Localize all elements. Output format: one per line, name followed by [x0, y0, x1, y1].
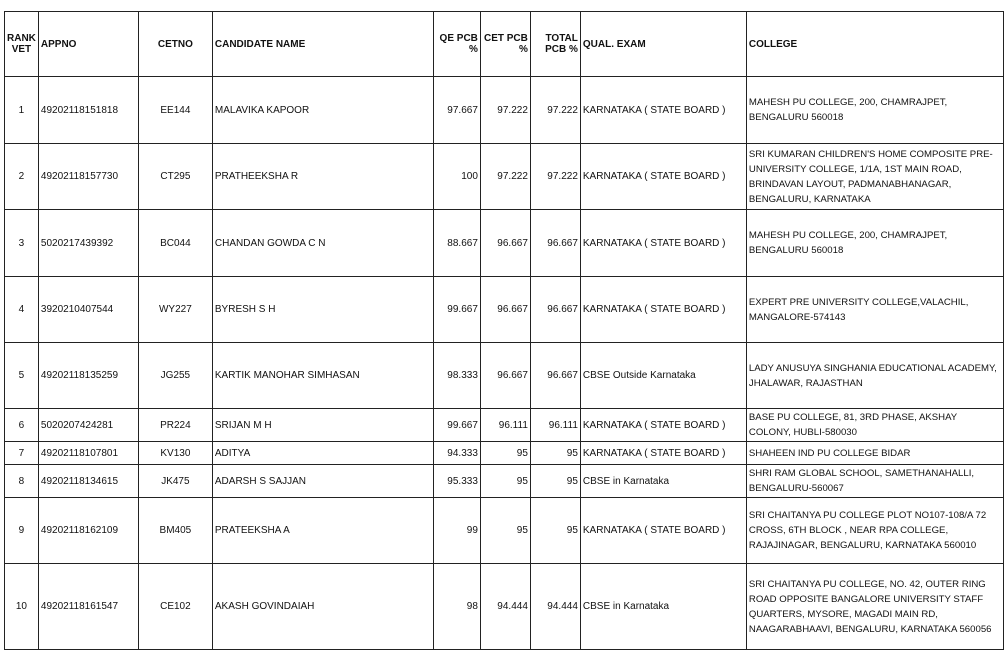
cell-appno: 5020217439392 [38, 210, 138, 277]
cell-total-pcb: 97.222 [530, 77, 580, 144]
cell-cetno: BC044 [138, 210, 212, 277]
table-row [5, 144, 1004, 210]
cell-rank: 2 [5, 144, 39, 210]
header-candidate-name: CANDIDATE NAME [212, 12, 433, 77]
cell-candidate-name: SRIJAN M H [212, 409, 433, 442]
merit-list-table [4, 11, 1004, 650]
cell-qual-exam: CBSE in Karnataka [580, 465, 746, 498]
cell-cet-pcb: 96.667 [480, 343, 530, 409]
header-qual-exam: QUAL. EXAM [580, 12, 746, 77]
cell-qe-pcb: 100 [433, 144, 480, 210]
cell-cetno: EE144 [138, 77, 212, 144]
table-row [5, 77, 1004, 144]
cell-appno: 49202118161547 [38, 564, 138, 650]
cell-qual-exam: KARNATAKA ( STATE BOARD ) [580, 498, 746, 564]
cell-college: SRI CHAITANYA PU COLLEGE PLOT NO107-108/A 72 CROSS, 6TH BLOCK , NEAR RPA COLLEGE, RAJAJINAGAR, BENGALURU, KARNATAKA 560010 [746, 498, 1003, 564]
header-qe-pcb: QE PCB % [433, 12, 480, 77]
cell-cet-pcb: 95 [480, 498, 530, 564]
cell-total-pcb: 96.111 [530, 409, 580, 442]
cell-cet-pcb: 96.667 [480, 210, 530, 277]
cell-appno: 49202118134615 [38, 465, 138, 498]
cell-qual-exam: KARNATAKA ( STATE BOARD ) [580, 77, 746, 144]
cell-rank: 4 [5, 277, 39, 343]
cell-total-pcb: 95 [530, 465, 580, 498]
cell-cet-pcb: 95 [480, 442, 530, 465]
cell-cetno: BM405 [138, 498, 212, 564]
cell-cetno: PR224 [138, 409, 212, 442]
cell-college: SRI CHAITANYA PU COLLEGE, NO. 42, OUTER RING ROAD OPPOSITE BANGALORE UNIVERSITY STAFF QUARTERS, MYSORE, MAGADI MAIN RD, NAAGARABHAAVI, BENGALURU, KARNATAKA 560056 [746, 564, 1003, 650]
header-college: COLLEGE [746, 12, 1003, 77]
cell-rank: 5 [5, 343, 39, 409]
cell-college: LADY ANUSUYA SINGHANIA EDUCATIONAL ACADEMY, JHALAWAR, RAJASTHAN [746, 343, 1003, 409]
cell-qe-pcb: 95.333 [433, 465, 480, 498]
cell-candidate-name: AKASH GOVINDAIAH [212, 564, 433, 650]
cell-cet-pcb: 96.111 [480, 409, 530, 442]
header-total-pcb: TOTAL PCB % [530, 12, 580, 77]
cell-qe-pcb: 98.333 [433, 343, 480, 409]
cell-total-pcb: 96.667 [530, 343, 580, 409]
table-row [5, 277, 1004, 343]
cell-college: SHAHEEN IND PU COLLEGE BIDAR [746, 442, 1003, 465]
header-appno: APPNO [38, 12, 138, 77]
cell-appno: 49202118162109 [38, 498, 138, 564]
cell-college: MAHESH PU COLLEGE, 200, CHAMRAJPET, BENGALURU 560018 [746, 77, 1003, 144]
cell-candidate-name: ADARSH S SAJJAN [212, 465, 433, 498]
cell-college: SRI KUMARAN CHILDREN'S HOME COMPOSITE PRE-UNIVERSITY COLLEGE, 1/1A, 1ST MAIN ROAD, BRINDAVAN LAYOUT, PADMANABHANAGAR, BENGALURU, KARNATAKA [746, 144, 1003, 210]
cell-qe-pcb: 99 [433, 498, 480, 564]
cell-college: SHRI RAM GLOBAL SCHOOL, SAMETHANAHALLI, BENGALURU-560067 [746, 465, 1003, 498]
cell-candidate-name: PRATEEKSHA A [212, 498, 433, 564]
header-cetno: CETNO [138, 12, 212, 77]
cell-cet-pcb: 96.667 [480, 277, 530, 343]
cell-cet-pcb: 94.444 [480, 564, 530, 650]
cell-cet-pcb: 95 [480, 465, 530, 498]
header-row [5, 12, 1004, 77]
cell-rank: 1 [5, 77, 39, 144]
cell-college: BASE PU COLLEGE, 81, 3RD PHASE, AKSHAY COLONY, HUBLI-580030 [746, 409, 1003, 442]
cell-cetno: JG255 [138, 343, 212, 409]
cell-cetno: KV130 [138, 442, 212, 465]
cell-rank: 7 [5, 442, 39, 465]
cell-cet-pcb: 97.222 [480, 144, 530, 210]
cell-qe-pcb: 94.333 [433, 442, 480, 465]
cell-candidate-name: MALAVIKA KAPOOR [212, 77, 433, 144]
cell-qual-exam: KARNATAKA ( STATE BOARD ) [580, 144, 746, 210]
cell-rank: 8 [5, 465, 39, 498]
table-row [5, 465, 1004, 498]
cell-total-pcb: 95 [530, 442, 580, 465]
cell-qual-exam: CBSE Outside Karnataka [580, 343, 746, 409]
cell-qual-exam: KARNATAKA ( STATE BOARD ) [580, 277, 746, 343]
cell-rank: 3 [5, 210, 39, 277]
cell-qe-pcb: 98 [433, 564, 480, 650]
table-row [5, 409, 1004, 442]
header-cet-pcb: CET PCB % [480, 12, 530, 77]
table-row [5, 498, 1004, 564]
cell-appno: 49202118107801 [38, 442, 138, 465]
cell-candidate-name: BYRESH S H [212, 277, 433, 343]
cell-total-pcb: 95 [530, 498, 580, 564]
cell-qe-pcb: 99.667 [433, 409, 480, 442]
cell-rank: 9 [5, 498, 39, 564]
table-row [5, 564, 1004, 650]
cell-cetno: CE102 [138, 564, 212, 650]
cell-total-pcb: 94.444 [530, 564, 580, 650]
cell-qual-exam: KARNATAKA ( STATE BOARD ) [580, 210, 746, 277]
cell-college: MAHESH PU COLLEGE, 200, CHAMRAJPET, BENGALURU 560018 [746, 210, 1003, 277]
table-row [5, 210, 1004, 277]
cell-appno: 5020207424281 [38, 409, 138, 442]
cell-total-pcb: 96.667 [530, 210, 580, 277]
cell-cetno: WY227 [138, 277, 212, 343]
table-row [5, 442, 1004, 465]
cell-cetno: CT295 [138, 144, 212, 210]
cell-rank: 10 [5, 564, 39, 650]
cell-appno: 49202118157730 [38, 144, 138, 210]
cell-cetno: JK475 [138, 465, 212, 498]
cell-qe-pcb: 99.667 [433, 277, 480, 343]
cell-qe-pcb: 97.667 [433, 77, 480, 144]
header-rank: RANK VET [5, 12, 39, 77]
cell-college: EXPERT PRE UNIVERSITY COLLEGE,VALACHIL, MANGALORE-574143 [746, 277, 1003, 343]
cell-rank: 6 [5, 409, 39, 442]
cell-cet-pcb: 97.222 [480, 77, 530, 144]
cell-total-pcb: 97.222 [530, 144, 580, 210]
cell-qual-exam: KARNATAKA ( STATE BOARD ) [580, 442, 746, 465]
cell-qual-exam: CBSE in Karnataka [580, 564, 746, 650]
cell-appno: 3920210407544 [38, 277, 138, 343]
cell-candidate-name: KARTIK MANOHAR SIMHASAN [212, 343, 433, 409]
cell-appno: 49202118135259 [38, 343, 138, 409]
cell-appno: 49202118151818 [38, 77, 138, 144]
cell-candidate-name: CHANDAN GOWDA C N [212, 210, 433, 277]
cell-candidate-name: ADITYA [212, 442, 433, 465]
cell-total-pcb: 96.667 [530, 277, 580, 343]
cell-candidate-name: PRATHEEKSHA R [212, 144, 433, 210]
cell-qual-exam: KARNATAKA ( STATE BOARD ) [580, 409, 746, 442]
cell-qe-pcb: 88.667 [433, 210, 480, 277]
table-row [5, 343, 1004, 409]
